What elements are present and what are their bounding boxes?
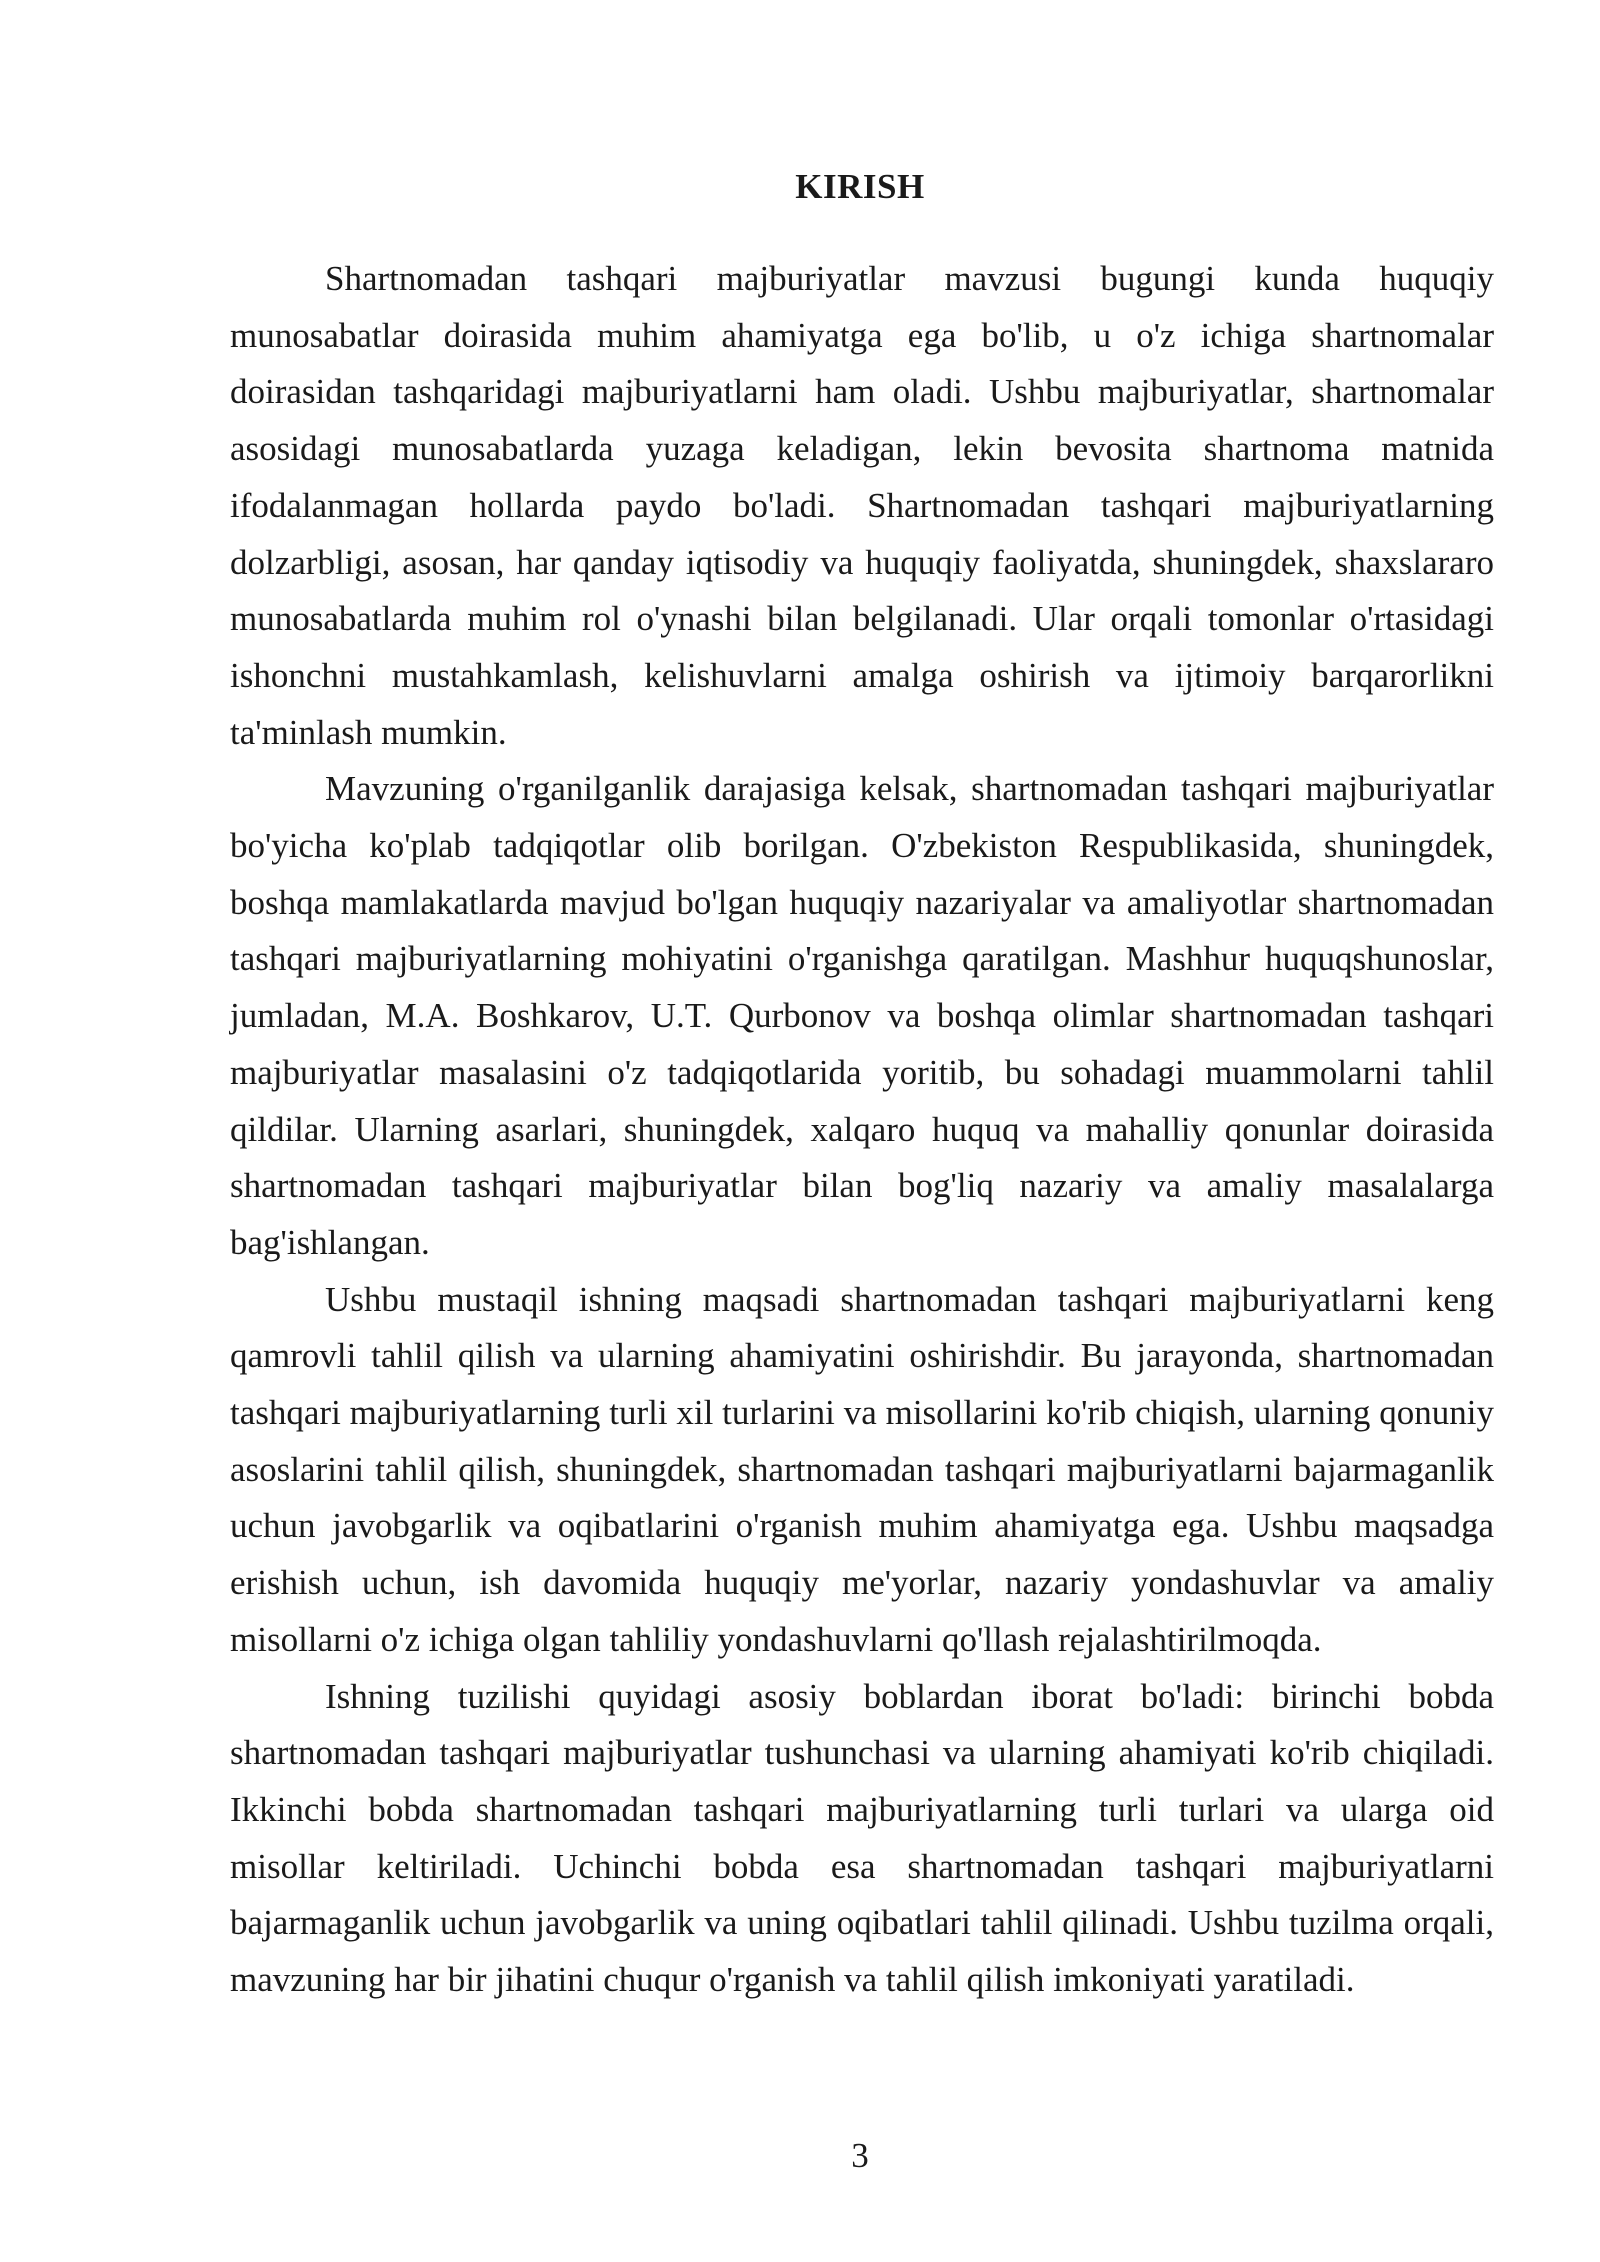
section-title: KIRISH bbox=[795, 167, 925, 206]
paragraph-purpose: Ushbu mustaqil ishning maqsadi shartnomadan tashqari majburiyatlarni keng qamrovli tahlil qilish va ularning ahamiyatini oshirishdir. Bu jarayonda, shartnomadan tashqari majburiyatlarning turli xil turlarini va misollarini ko'rib chiqish, ularning qonuniy asoslarini tahlil qilish, shuningdek, shartnomadan tashqari majburiyatlarni bajarmaganlik uchun javobgarlik va oqibatlarini o'rganish muhim ahamiyatga ega. Ushbu maqsadga erishish uchun, ish davomida huquqiy me'yorlar, nazariy yondashuvlar va amaliy misollarni o'z ichiga olgan tahliliy yondashuvlarni qo'llash rejalashtirilmoqda. bbox=[230, 1279, 1494, 1659]
paragraph-structure: Ishning tuzilishi quyidagi asosiy boblardan iborat bo'ladi: birinchi bobda shartnomadan tashqari majburiyatlar tushunchasi va ularning ahamiyati ko'rib chiqiladi. Ikkinchi bobda shartnomadan tashqari majburiyatlarning turli turlari va ularga oid misollar keltiriladi. Uchinchi bobda esa shartnomadan tashqari majburiyatlarni bajarmaganlik uchun javobgarlik va uning oqibatlari tahlil qilinadi. Ushbu tuzilma orqali, mavzuning har bir jihatini chuqur o'rganish va tahlil qilish imkoniyati yaratiladi. bbox=[230, 1676, 1494, 2000]
paragraph-introduction: Shartnomadan tashqari majburiyatlar mavzusi bugungi kunda huquqiy munosabatlar doirasida muhim ahamiyatga ega bo'lib, u o'z ichiga shartnomalar doirasidan tashqaridagi majburiyatlarni ham oladi. Ushbu majburiyatlar, shartnomalar asosidagi munosabatlarda yuzaga keladigan, lekin bevosita shartnoma matnida ifodalanmagan hollarda paydo bo'ladi. Shartnomadan tashqari majburiyatlarning dolzarbligi, asosan, har qanday iqtisodiy va huquqiy faoliyatda, shuningdek, shaxslararo munosabatlarda muhim rol o'ynashi bilan belgilanadi. Ular orqali tomonlar o'rtasidagi ishonchni mustahkamlash, kelishuvlarni amalga oshirish va ijtimoiy barqarorlikni ta'minlash mumkin. bbox=[230, 259, 1494, 752]
page-number: 3 bbox=[851, 2136, 869, 2175]
paragraph-research-level: Mavzuning o'rganilganlik darajasiga kelsak, shartnomadan tashqari majburiyatlar bo'yicha ko'plab tadqiqotlar olib borilgan. O'zbekiston Respublikasida, shuningdek, boshqa mamlakatlarda mavjud bo'lgan huquqiy nazariyalar va amaliyotlar shartnomadan tashqari majburiyatlarning mohiyatini o'rganishga qaratilgan. Mashhur huquqshunoslar, jumladan, M.A. Boshkarov, U.T. Qurbonov va boshqa olimlar shartnomadan tashqari majburiyatlar masalasini o'z tadqiqotlarida yoritib, bu sohadagi muammolarni tahlil qildilar. Ularning asarlari, shuningdek, xalqaro huquq va mahalliy qonunlar doirasida shartnomadan tashqari majburiyatlar bilan bog'liq nazariy va amaliy masalalarga bag'ishlangan. bbox=[230, 769, 1494, 1262]
body-text bbox=[230, 251, 1494, 2009]
